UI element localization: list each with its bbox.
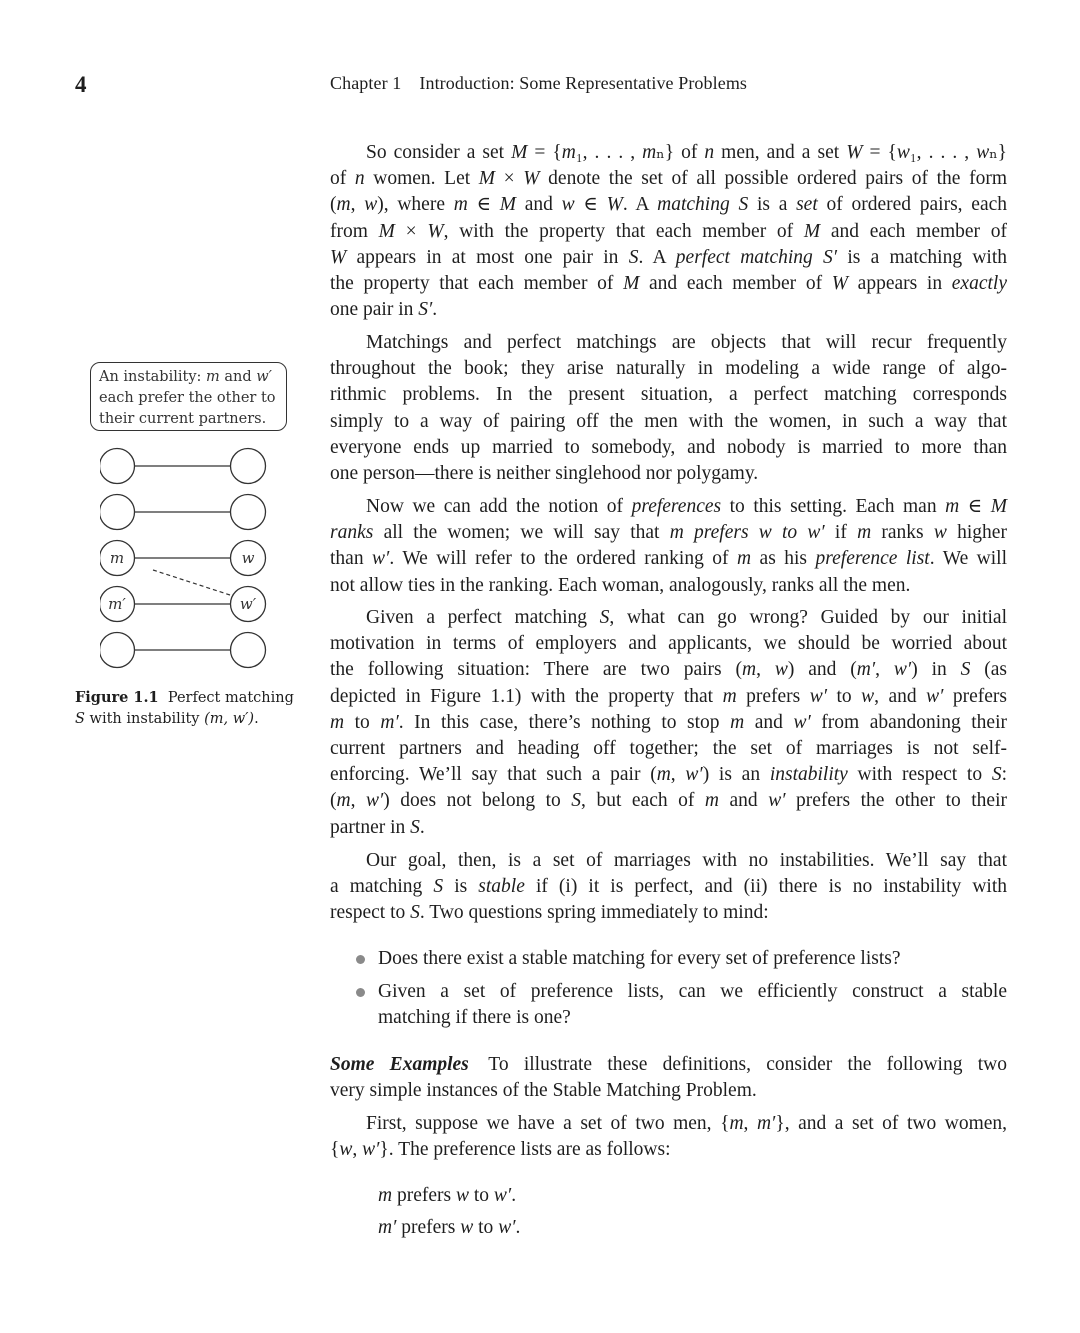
text-run: with respect to bbox=[847, 764, 992, 786]
text-run: depicted in Figure 1.1) with the property that bbox=[330, 685, 723, 707]
paragraph-line bbox=[330, 219, 1007, 245]
math-or-emphasis: m bbox=[741, 659, 757, 681]
text-run: enforcing. We’ll say that such a pair ( bbox=[330, 764, 657, 786]
text-run: ₁, . . . , bbox=[575, 142, 643, 163]
math-or-emphasis: w′ bbox=[926, 685, 944, 707]
sidenote-line bbox=[99, 367, 286, 388]
text-run: ranks bbox=[871, 522, 934, 544]
text-run: prefers bbox=[736, 685, 810, 707]
text-run: , bbox=[350, 194, 365, 216]
text-run: prefers bbox=[396, 1217, 461, 1238]
text-run: First, suppose we have a set of two men, { bbox=[366, 1113, 730, 1134]
math-or-emphasis: w′ bbox=[256, 369, 272, 385]
math-or-emphasis: exactly bbox=[951, 273, 1007, 294]
math-or-emphasis: m bbox=[378, 1185, 393, 1206]
math-or-emphasis: ranks bbox=[330, 522, 374, 544]
math-or-emphasis: M bbox=[478, 168, 496, 190]
figure-label: Figure 1.1 bbox=[75, 689, 159, 706]
math-or-emphasis: S bbox=[410, 816, 420, 838]
text-run: . bbox=[515, 1217, 521, 1238]
chapter-title: Introduction: Some Representative Problems bbox=[419, 73, 748, 93]
math-or-emphasis: m bbox=[857, 522, 872, 544]
caption-line bbox=[168, 690, 294, 706]
preference-line bbox=[378, 1183, 1007, 1209]
man-node bbox=[100, 495, 135, 530]
math-or-emphasis: w′ bbox=[809, 685, 828, 707]
paragraph-line bbox=[330, 710, 1007, 736]
math-or-emphasis: S bbox=[571, 790, 582, 812]
math-or-emphasis: w bbox=[455, 1185, 469, 1206]
text-run: higher bbox=[946, 522, 1007, 544]
paragraph-line bbox=[330, 900, 1007, 926]
math-or-emphasis: (m, w′) bbox=[204, 711, 255, 727]
paragraph-line bbox=[330, 1137, 1007, 1163]
text-run: To illustrate these definitions, consider the following two bbox=[488, 1054, 1007, 1075]
text-run: ) is an bbox=[702, 764, 770, 786]
paragraph-line bbox=[330, 245, 1007, 271]
text-run: Given a set of preference lists, can we efficiently construct a stable bbox=[378, 981, 1007, 1003]
text-run: each prefer the other to bbox=[99, 390, 276, 406]
text-run: × bbox=[495, 168, 524, 190]
text-run: Now we can add the notion of bbox=[366, 496, 632, 517]
math-or-emphasis: S′ bbox=[418, 299, 433, 321]
math-or-emphasis: S bbox=[599, 607, 610, 628]
math-or-emphasis: m prefers w to w′ bbox=[669, 522, 825, 544]
text-run: . bbox=[432, 299, 438, 321]
text-run: = { bbox=[527, 142, 562, 163]
math-or-emphasis: S bbox=[75, 711, 85, 727]
math-or-emphasis: m bbox=[561, 142, 576, 163]
math-or-emphasis: M bbox=[378, 220, 395, 242]
math-or-emphasis: S bbox=[433, 876, 444, 898]
paragraph-line bbox=[330, 435, 1007, 461]
text-run: one pair in bbox=[330, 299, 419, 321]
math-or-emphasis: w bbox=[976, 142, 990, 163]
math-or-emphasis: m′ bbox=[756, 1113, 776, 1134]
math-or-emphasis: perfect matching S′ bbox=[675, 246, 838, 268]
text-run: . bbox=[419, 816, 425, 838]
math-or-emphasis: m′ bbox=[856, 659, 876, 681]
text-run: ) and ( bbox=[787, 659, 857, 681]
paragraph-line bbox=[330, 684, 1007, 710]
text-run: appears in at most one pair in bbox=[346, 246, 629, 268]
text-run: current partners and heading off together; the set of marriages is not self- bbox=[330, 738, 1007, 759]
instability-edge bbox=[153, 570, 230, 595]
math-or-emphasis: S bbox=[410, 902, 420, 924]
text-run: of ordered pairs, each bbox=[817, 194, 1008, 216]
man-node-label: m′ bbox=[108, 595, 126, 613]
bullet-icon bbox=[356, 988, 365, 997]
text-run: = { bbox=[862, 142, 897, 163]
math-or-emphasis: w′ bbox=[793, 711, 811, 733]
text-run: a matching bbox=[330, 876, 434, 898]
text-run: to bbox=[469, 1185, 494, 1206]
text-run: ₙ} bbox=[989, 142, 1007, 163]
text-run: the following situation: There are two pairs ( bbox=[330, 659, 742, 681]
math-or-emphasis: M bbox=[803, 220, 821, 242]
examples-intro-line bbox=[330, 1052, 1007, 1078]
paragraph-line bbox=[330, 815, 1007, 841]
text-run: appears in bbox=[848, 273, 952, 294]
woman-node-label: w′ bbox=[239, 595, 257, 613]
text-run: to bbox=[827, 685, 862, 707]
text-run: to bbox=[473, 1217, 499, 1238]
math-or-emphasis: stable bbox=[478, 876, 525, 898]
math-or-emphasis: M bbox=[499, 194, 516, 216]
math-or-emphasis: m′ bbox=[378, 1217, 397, 1238]
math-or-emphasis: w bbox=[561, 194, 575, 216]
math-or-emphasis: w′ bbox=[893, 659, 912, 681]
text-run: Our goal, then, is a set of marriages with no instabilities. We’ll say that bbox=[366, 850, 1007, 871]
math-or-emphasis: m′ bbox=[380, 711, 399, 733]
text-run: and bbox=[219, 369, 257, 385]
text-run: , what can go wrong? Guided by our initial bbox=[609, 607, 1007, 628]
text-run: , and bbox=[874, 685, 927, 707]
math-or-emphasis: w′ bbox=[493, 1185, 512, 1206]
text-run: very simple instances of the Stable Matching Problem. bbox=[330, 1080, 757, 1101]
text-run: }, and a set of two women, bbox=[775, 1113, 1008, 1134]
caption-line bbox=[75, 709, 294, 730]
text-run: }. The preference lists are as follows: bbox=[379, 1139, 671, 1161]
text-run: . A bbox=[638, 246, 676, 268]
text-run: and each member of bbox=[639, 273, 832, 294]
preference-line bbox=[378, 1215, 1007, 1241]
text-run: (as bbox=[970, 659, 1007, 681]
text-run: women. Let bbox=[364, 168, 479, 190]
text-run: ( bbox=[330, 790, 337, 812]
math-or-emphasis: m bbox=[729, 1113, 744, 1134]
text-run: ( bbox=[330, 194, 337, 216]
woman-node bbox=[231, 633, 266, 668]
text-run: the property that each member of bbox=[330, 273, 624, 294]
text-run: partner in bbox=[330, 816, 411, 838]
sidenote-line bbox=[99, 409, 286, 430]
text-run: as his bbox=[751, 548, 816, 570]
text-run: denote the set of all possible ordered pairs of the form bbox=[539, 168, 1007, 190]
text-run: , bbox=[670, 764, 686, 786]
bullet-item-line bbox=[378, 979, 1007, 1005]
paragraph-line bbox=[330, 848, 1007, 874]
text-run: , with the property that each member of bbox=[443, 220, 804, 242]
text-run: and bbox=[718, 790, 769, 812]
math-or-emphasis: n bbox=[704, 142, 715, 163]
text-run: , bbox=[350, 790, 366, 812]
text-run: . We will bbox=[929, 548, 1008, 570]
text-run: Does there exist a stable matching for every set of preference lists? bbox=[378, 948, 901, 969]
running-header bbox=[330, 73, 747, 94]
text-run: is a bbox=[748, 194, 797, 216]
paragraph-line bbox=[330, 546, 1007, 572]
text-run: and bbox=[744, 711, 794, 733]
text-run: ₁, . . . , bbox=[909, 142, 977, 163]
math-or-emphasis: w′ bbox=[498, 1217, 516, 1238]
math-or-emphasis: M bbox=[511, 142, 528, 163]
chapter-label: Chapter 1 bbox=[330, 73, 402, 93]
woman-node-label: w bbox=[241, 549, 255, 567]
instability-sidenote bbox=[90, 362, 287, 431]
paragraph-line bbox=[330, 356, 1007, 382]
paragraph-line bbox=[330, 192, 1007, 218]
text-run: is a matching with bbox=[837, 246, 1008, 268]
math-or-emphasis: W bbox=[523, 168, 540, 190]
paragraph-line bbox=[330, 461, 1007, 487]
text-run: ) does not belong to bbox=[383, 790, 572, 812]
math-or-emphasis: w′ bbox=[372, 548, 390, 570]
paragraph-line bbox=[330, 140, 1007, 166]
math-or-emphasis: M bbox=[990, 496, 1007, 517]
math-or-emphasis: instability bbox=[769, 764, 848, 786]
text-run: . bbox=[254, 711, 259, 727]
text-run: . We will refer to the ordered ranking of bbox=[389, 548, 737, 570]
text-run: So consider a set bbox=[366, 142, 512, 163]
math-or-emphasis: S bbox=[991, 764, 1002, 786]
paragraph-line bbox=[330, 271, 1007, 297]
text-run: matching if there is one? bbox=[378, 1007, 571, 1029]
examples-heading: Some Examples bbox=[330, 1054, 489, 1075]
math-or-emphasis: w′ bbox=[362, 1139, 380, 1161]
sidenote-line bbox=[99, 388, 286, 409]
math-or-emphasis: matching S bbox=[657, 194, 749, 216]
text-run: . A bbox=[622, 194, 658, 216]
text-run: is bbox=[443, 876, 479, 898]
paragraph-line bbox=[330, 409, 1007, 435]
math-or-emphasis: w′ bbox=[366, 790, 384, 812]
text-run: ), where bbox=[377, 194, 454, 216]
math-or-emphasis: m bbox=[206, 369, 220, 385]
math-or-emphasis: w bbox=[364, 194, 378, 216]
text-run: than bbox=[330, 548, 373, 570]
paragraph-line bbox=[330, 762, 1007, 788]
woman-node bbox=[231, 449, 266, 484]
math-or-emphasis: W bbox=[330, 246, 347, 268]
math-or-emphasis: W bbox=[846, 142, 863, 163]
math-or-emphasis: m bbox=[330, 711, 345, 733]
text-run: not allow ties in the ranking. Each woman, analogously, ranks all the men. bbox=[330, 574, 911, 596]
text-run: , bbox=[352, 1139, 363, 1161]
paragraph-line bbox=[330, 736, 1007, 762]
math-or-emphasis: m bbox=[336, 194, 351, 216]
text-run: their current partners. bbox=[99, 411, 267, 427]
math-or-emphasis: preference list bbox=[815, 548, 930, 570]
text-run: Given a perfect matching bbox=[366, 607, 600, 628]
man-node-label: m bbox=[109, 549, 125, 567]
math-or-emphasis: m bbox=[737, 548, 752, 570]
math-or-emphasis: w bbox=[933, 522, 947, 544]
text-run: prefers bbox=[392, 1185, 456, 1206]
text-run: from abandoning their bbox=[810, 711, 1008, 733]
paragraph-line bbox=[330, 605, 1007, 631]
math-or-emphasis: m bbox=[336, 790, 351, 812]
math-or-emphasis: W bbox=[831, 273, 848, 294]
text-run: one person—there is neither singlehood nor polygamy. bbox=[330, 463, 759, 484]
paragraph-line bbox=[330, 494, 1007, 520]
paragraph-line bbox=[330, 573, 1007, 599]
figure-1-1-matching-diagram bbox=[100, 440, 280, 670]
figure-caption bbox=[75, 687, 294, 730]
text-run: , but each of bbox=[581, 790, 705, 812]
text-run: and each member of bbox=[820, 220, 1008, 242]
text-run: An instability: bbox=[99, 369, 207, 385]
page-number: 4 bbox=[75, 72, 87, 97]
text-run: to bbox=[344, 711, 381, 733]
math-or-emphasis: W bbox=[606, 194, 623, 216]
text-run: Perfect matching bbox=[167, 690, 294, 706]
text-run: to this setting. Each man bbox=[721, 496, 946, 517]
text-run: everyone ends up married to somebody, and nobody is married to more than bbox=[330, 436, 1007, 458]
math-or-emphasis: w bbox=[460, 1217, 474, 1238]
paragraph-line bbox=[330, 520, 1007, 546]
woman-node bbox=[231, 495, 266, 530]
math-or-emphasis: m bbox=[945, 496, 960, 517]
math-or-emphasis: S bbox=[628, 246, 639, 268]
text-run: × bbox=[394, 220, 428, 242]
paragraph-line bbox=[330, 788, 1007, 814]
text-run: simply to a way of pairing off the men with the women, in such a way that bbox=[330, 410, 1007, 432]
text-run: . Two questions spring immediately to mind: bbox=[419, 902, 769, 924]
math-or-emphasis: w bbox=[861, 685, 875, 707]
paragraph-line bbox=[330, 330, 1007, 356]
text-run: . In this case, there’s nothing to stop bbox=[398, 711, 731, 733]
math-or-emphasis: w′ bbox=[768, 790, 786, 812]
math-or-emphasis: m bbox=[730, 711, 745, 733]
man-node bbox=[100, 633, 135, 668]
math-or-emphasis: n bbox=[354, 168, 365, 190]
text-run: ) in bbox=[911, 659, 961, 681]
text-run: ∈ bbox=[959, 496, 991, 517]
man-node bbox=[100, 449, 135, 484]
text-run: Matchings and perfect matchings are objects that will recur frequently bbox=[366, 332, 1007, 353]
paragraph-line bbox=[330, 631, 1007, 657]
math-or-emphasis: m bbox=[453, 194, 468, 216]
text-run: , bbox=[875, 659, 894, 681]
text-run: throughout the book; they arise naturally in modeling a wide range of algo- bbox=[330, 358, 1007, 380]
text-run: prefers bbox=[943, 685, 1008, 707]
math-or-emphasis: preferences bbox=[631, 496, 722, 517]
math-or-emphasis: w bbox=[774, 659, 788, 681]
math-or-emphasis: M bbox=[623, 273, 640, 294]
text-run: men, and a set bbox=[714, 142, 847, 163]
paragraph-line bbox=[330, 657, 1007, 683]
paragraph-line bbox=[330, 1078, 1007, 1104]
math-or-emphasis: set bbox=[796, 194, 818, 216]
math-or-emphasis: m bbox=[642, 142, 657, 163]
text-run: ₙ} of bbox=[656, 142, 705, 163]
text-run: ∈ bbox=[467, 194, 500, 216]
text-run: if (i) it is perfect, and (ii) there is no instability with bbox=[524, 876, 1008, 898]
bullet-icon bbox=[356, 955, 365, 964]
text-run: , bbox=[743, 1113, 757, 1134]
math-or-emphasis: S bbox=[960, 659, 971, 681]
text-run: with instability bbox=[84, 711, 205, 727]
paragraph-line bbox=[330, 297, 1007, 323]
text-run: from bbox=[330, 220, 379, 242]
text-run: , bbox=[756, 659, 775, 681]
text-run: if bbox=[824, 522, 858, 544]
bullet-item-line bbox=[378, 946, 1007, 972]
paragraph-line bbox=[330, 874, 1007, 900]
text-run: rithmic problems. In the present situation, a perfect matching corresponds bbox=[330, 384, 1007, 406]
math-or-emphasis: m bbox=[704, 790, 719, 812]
math-or-emphasis: W bbox=[427, 220, 444, 242]
math-or-emphasis: w bbox=[339, 1139, 353, 1161]
paragraph-line bbox=[330, 1111, 1007, 1137]
text-run: prefers the other to their bbox=[785, 790, 1007, 812]
text-run: ∈ bbox=[574, 194, 607, 216]
text-run: and bbox=[516, 194, 562, 216]
math-or-emphasis: w bbox=[896, 142, 910, 163]
bullet-item-line bbox=[378, 1005, 1007, 1031]
math-or-emphasis: m bbox=[656, 764, 671, 786]
paragraph-line bbox=[330, 382, 1007, 408]
math-or-emphasis: m bbox=[722, 685, 737, 707]
text-run: respect to bbox=[330, 902, 411, 924]
text-run: of bbox=[330, 168, 355, 190]
math-or-emphasis: w′ bbox=[685, 764, 703, 786]
text-run: { bbox=[330, 1139, 340, 1161]
paragraph-line bbox=[330, 166, 1007, 192]
text-run: : bbox=[1001, 764, 1007, 786]
text-run: motivation in terms of employers and applicants, we should be worried about bbox=[330, 633, 1007, 655]
text-run: . bbox=[511, 1185, 517, 1206]
text-run: all the women; we will say that bbox=[373, 522, 670, 544]
